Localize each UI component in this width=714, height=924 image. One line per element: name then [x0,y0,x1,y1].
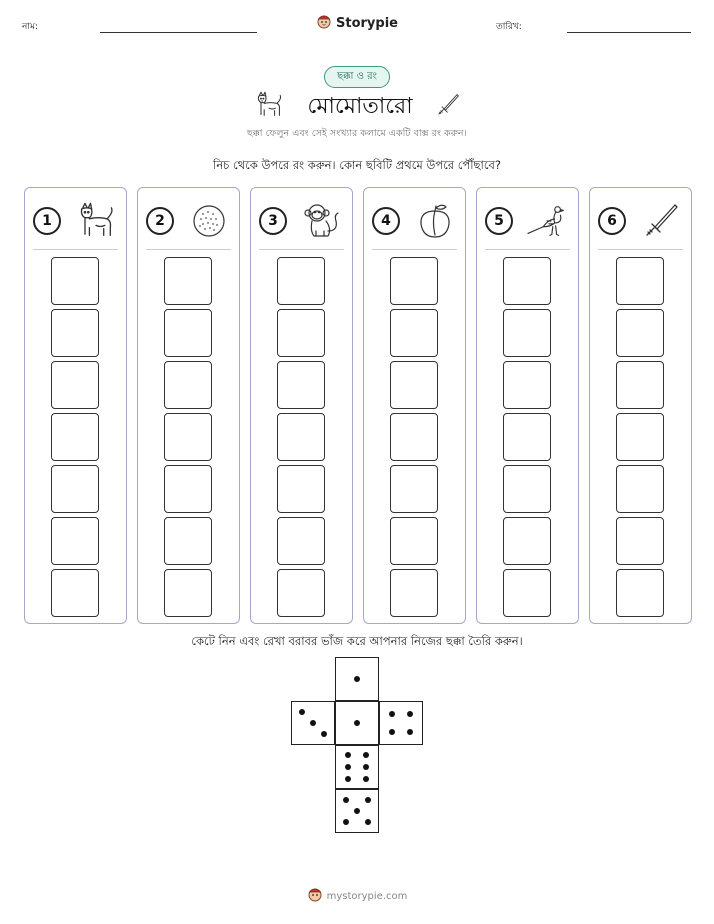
color-box[interactable] [390,257,438,305]
color-box[interactable] [390,465,438,513]
color-box[interactable] [164,361,212,409]
column-header [33,200,118,242]
column-divider [259,249,344,250]
column-5 [476,187,579,624]
die-pip [354,808,360,814]
name-label: নাম: [22,22,39,32]
color-box[interactable] [164,465,212,513]
die-pip [363,776,369,782]
column-header [598,200,683,242]
column-divider [598,249,683,250]
die-face-1-center [335,701,379,745]
color-box[interactable] [503,569,551,617]
color-box[interactable] [164,413,212,461]
color-box[interactable] [164,309,212,357]
die-pip [363,752,369,758]
color-box[interactable] [277,517,325,565]
color-box[interactable] [503,465,551,513]
color-box[interactable] [503,257,551,305]
color-box[interactable] [51,465,99,513]
color-box[interactable] [503,309,551,357]
column-header [146,200,231,242]
column-header [372,200,457,242]
color-box[interactable] [616,569,664,617]
footer-url[interactable]: mystorypie.com [326,890,408,902]
color-box[interactable] [164,257,212,305]
color-box[interactable] [164,517,212,565]
color-box[interactable] [390,413,438,461]
column-header [259,200,344,242]
die-pip [343,819,349,825]
race-columns [24,187,690,624]
dumpling-icon [187,201,231,241]
column-6 [589,187,692,624]
color-box[interactable] [51,517,99,565]
die-pip [345,752,351,758]
die-face-5 [335,789,379,833]
column-2 [137,187,240,624]
die-face-6 [335,745,379,789]
color-box[interactable] [616,257,664,305]
date-label: তারিখ: [496,22,522,32]
color-box[interactable] [277,257,325,305]
column-1 [24,187,127,624]
color-box[interactable] [503,361,551,409]
column-number: 2 [146,207,174,235]
die-pip [310,720,316,726]
die-pip [363,764,369,770]
die-pip [407,729,413,735]
peach-icon [413,201,457,241]
color-box[interactable] [277,413,325,461]
storypie-mascot-icon [307,886,323,906]
storypie-mascot-icon [316,13,332,33]
color-box[interactable] [51,257,99,305]
dog-icon [74,201,118,241]
column-divider [146,249,231,250]
color-box[interactable] [51,361,99,409]
die-face-4 [379,701,423,745]
color-box[interactable] [616,413,664,461]
column-divider [485,249,570,250]
title-row [0,88,714,126]
column-divider [372,249,457,250]
brand-logo [0,13,714,33]
die-pip [354,676,360,682]
color-box[interactable] [51,413,99,461]
column-number: 6 [598,207,626,235]
sword-icon [435,90,461,124]
color-box[interactable] [503,517,551,565]
die-pip [343,797,349,803]
die-pip [389,711,395,717]
color-box[interactable] [616,517,664,565]
pheasant-icon [526,201,570,241]
die-pip [354,720,360,726]
die-pip [321,731,327,737]
page-title: মোমোতারো [307,93,413,119]
column-number: 3 [259,207,287,235]
die-pip [345,764,351,770]
die-face-3 [291,701,335,745]
column-3 [250,187,353,624]
color-box[interactable] [51,569,99,617]
color-box[interactable] [390,309,438,357]
die-face-1 [335,657,379,701]
color-box[interactable] [277,309,325,357]
column-header [485,200,570,242]
column-divider [33,249,118,250]
footer [0,886,714,906]
column-number: 5 [485,207,513,235]
sword-icon [639,201,683,241]
die-pip [365,797,371,803]
color-box[interactable] [390,361,438,409]
cut-instruction: কেটে নিন এবং রেখা বরাবর ভাঁজ করে আপনার নিজের ছক্কা তৈরি করুন। [191,634,523,648]
die-pip [345,776,351,782]
color-box[interactable] [277,465,325,513]
die-pip [299,709,305,715]
color-box[interactable] [164,569,212,617]
color-box[interactable] [51,309,99,357]
color-box[interactable] [616,361,664,409]
instruction: নিচ থেকে উপরে রং করুন। কোন ছবিটি প্রথমে উপরে পৌঁছাবে? [213,158,501,172]
die-pip [389,729,395,735]
color-box[interactable] [616,309,664,357]
monkey-icon [300,201,344,241]
color-box[interactable] [390,517,438,565]
column-4 [363,187,466,624]
die-pip [365,819,371,825]
column-number: 4 [372,207,400,235]
category-badge: ছক্কা ও রং [324,66,390,88]
column-number: 1 [33,207,61,235]
subtitle: ছক্কা ফেলুন এবং সেই সংখ্যার কলামে একটি বাক্স রং করুন। [247,128,467,139]
color-box[interactable] [277,361,325,409]
color-box[interactable] [277,569,325,617]
die-pip [407,711,413,717]
color-box[interactable] [503,413,551,461]
brand-name: Storypie [336,15,398,31]
dog-icon [253,90,285,124]
color-box[interactable] [390,569,438,617]
date-line[interactable] [567,32,691,33]
color-box[interactable] [616,465,664,513]
